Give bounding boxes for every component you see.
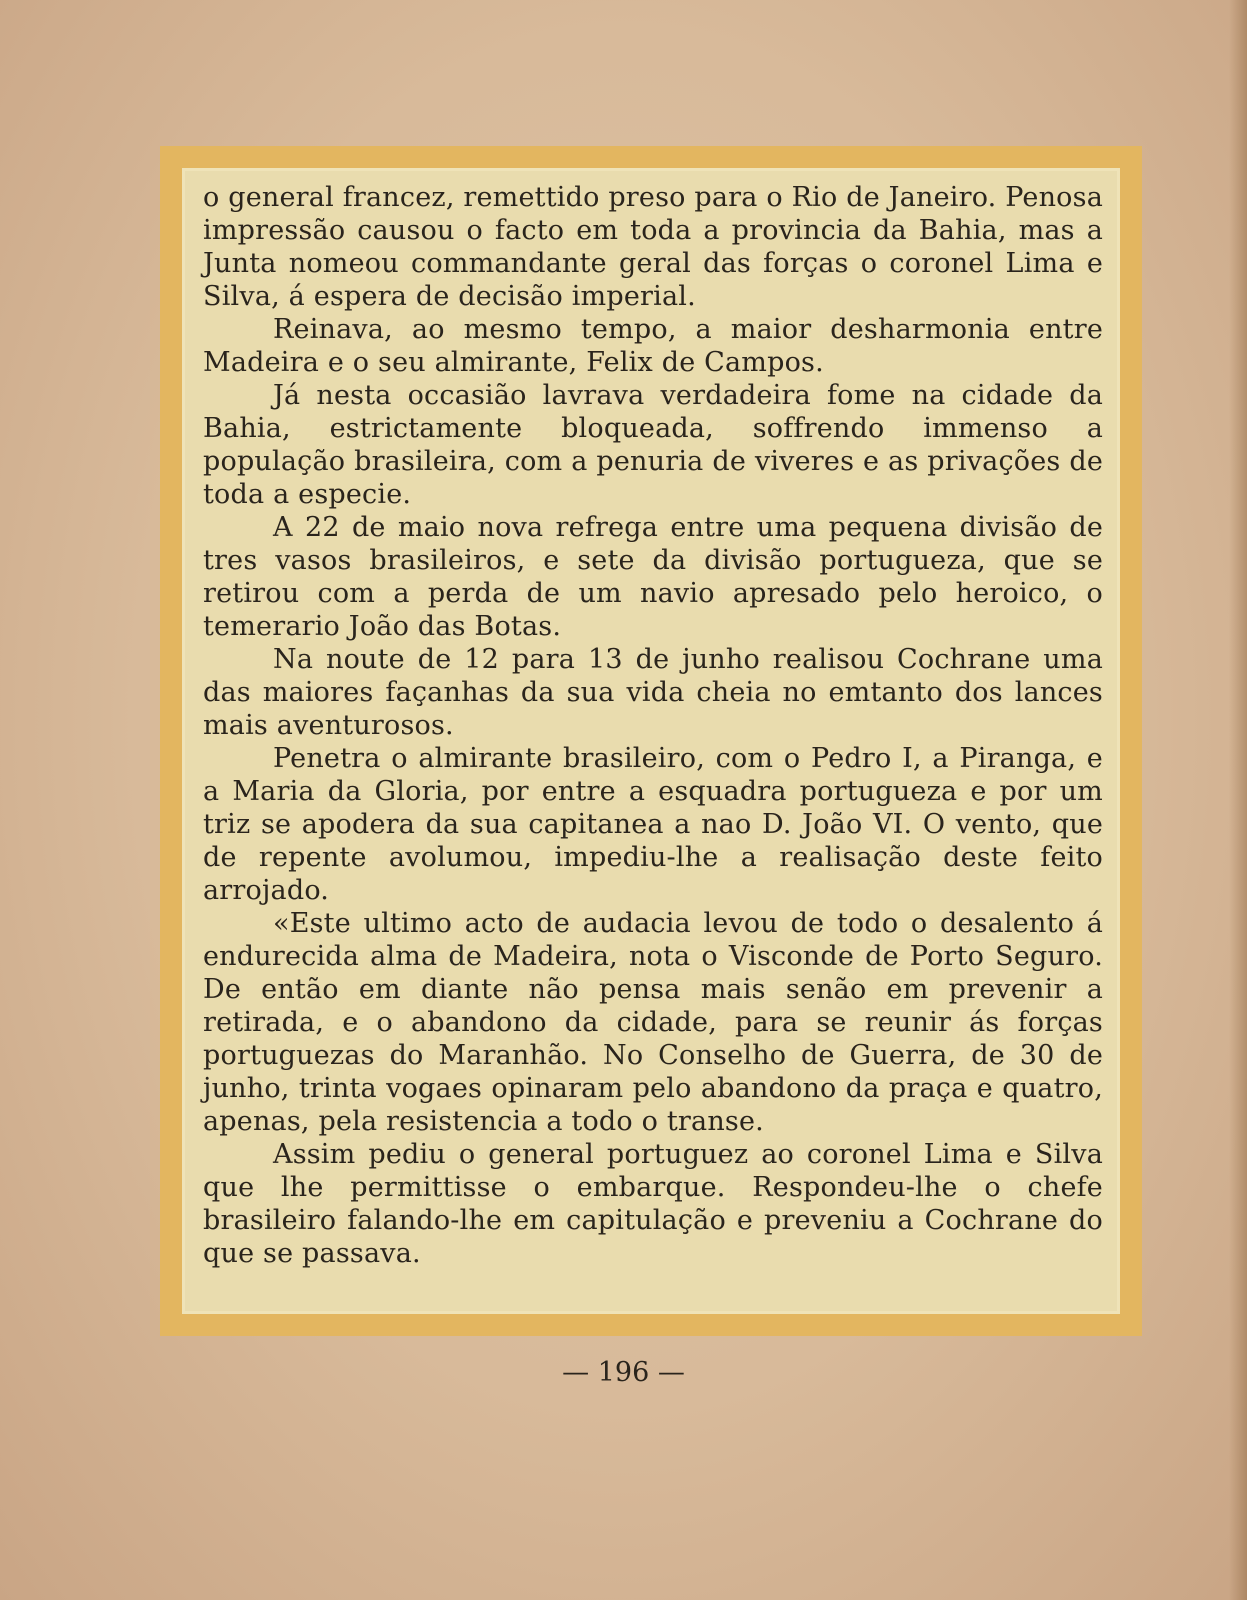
decorative-frame [160,146,1142,1336]
text-panel [182,168,1120,1314]
paragraph-6: Penetra o almirante brasileiro, com o Pedro I, a Piranga, e a Maria da Gloria, por entre a esquadra portugueza e por um triz se apodera da sua capitanea a nao D. João VI. O vento, que de repente avolumou, impediu-lhe a realisação deste feito arrojado. [203,743,1103,906]
paragraph-3: Já nesta occasião lavrava verdadeira fome na cidade da Bahia, estrictamente bloqueada, soffrendo immenso a população brasileira, com a penuria de viveres e as privações de toda a especie. [203,380,1103,510]
paragraph-2: Reinava, ao mesmo tempo, a maior desharmonia entre Madeira e o seu almirante, Felix de Campos. [203,314,1103,378]
body-text [203,181,1103,1270]
paragraph-8: Assim pediu o general portuguez ao coronel Lima e Silva que lhe permittisse o embarque. Respondeu-lhe o chefe brasileiro falando-lhe em capitulação e preveniu a Cochrane do que se passava. [203,1139,1103,1269]
paragraph-4: A 22 de maio nova refrega entre uma pequena divisão de tres vasos brasileiros, e sete da divisão portugueza, que se retirou com a perda de um navio apresado pelo heroico, o temerario João das Botas. [203,512,1103,642]
paragraph-7: «Este ultimo acto de audacia levou de todo o desalento á endurecida alma de Madeira, nota o Visconde de Porto Seguro. De então em diante não pensa mais senão em prevenir a retirada, e o abandono da cidade, para se reunir ás forças portuguezas do Maranhão. No Conselho de Guerra, de 30 de junho, trinta vogaes opinaram pelo abandono da praça e quatro, apenas, pela resistencia a todo o transe. [203,908,1103,1137]
paragraph-1: o general francez, remettido preso para o Rio de Janeiro. Penosa impressão causou o facto em toda a provincia da Bahia, mas a Junta nomeou commandante geral das forças o coronel Lima e Silva, á espera de decisão imperial. [203,182,1103,312]
paragraph-5: Na noute de 12 para 13 de junho realisou Cochrane uma das maiores façanhas da sua vida cheia no emtanto dos lances mais aventurosos. [203,644,1103,741]
page-number: — 196 — [562,1357,685,1388]
